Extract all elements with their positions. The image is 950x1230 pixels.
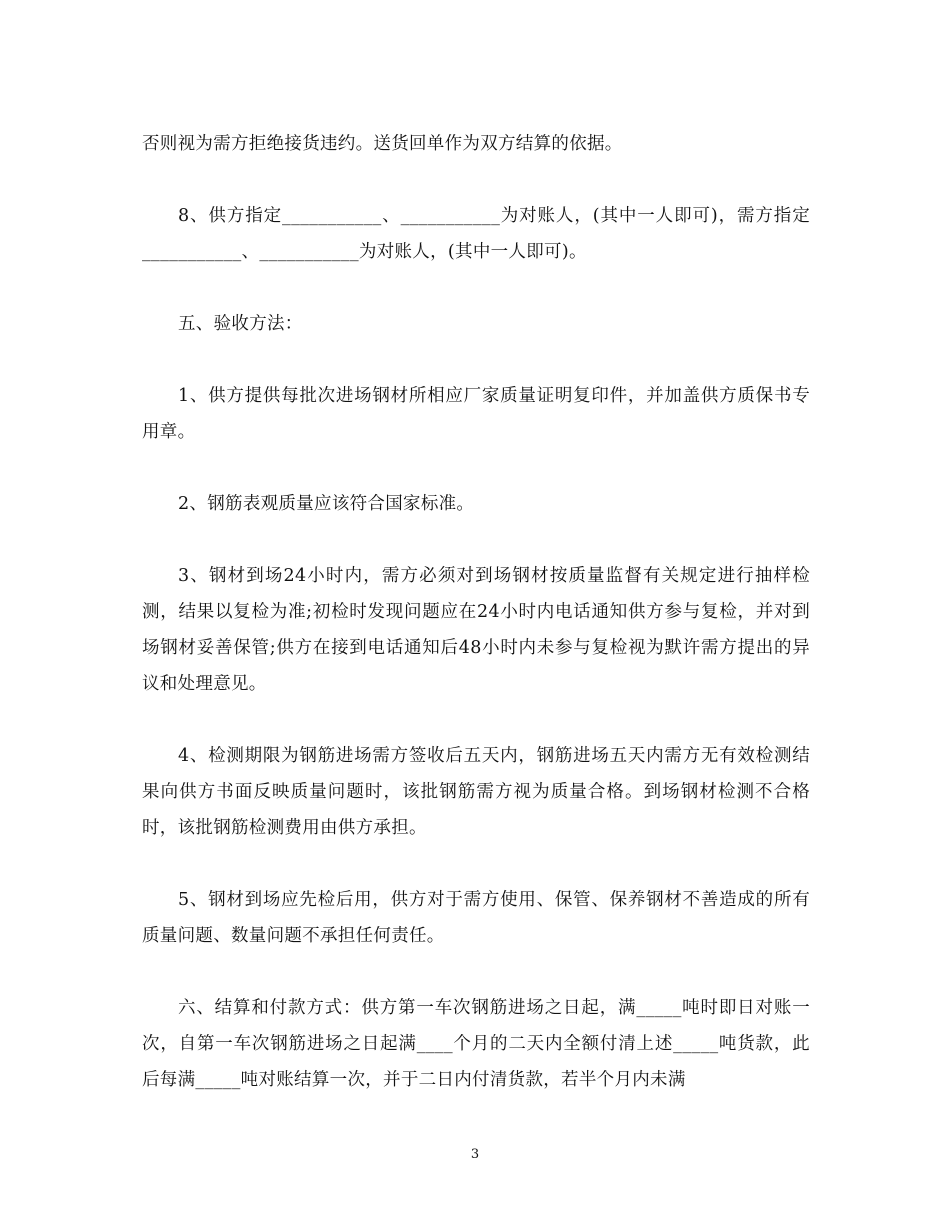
section-heading-acceptance: 五、验收方法： [178, 314, 303, 334]
paragraph-acceptance-2: 2、钢筋表观质量应该符合国家标准。 [178, 494, 475, 514]
section-settlement-payment: 六、结算和付款方式：供方第一车次钢筋进场之日起，满_____吨时即日对账一次，自第一车次钢筋进场之日起满____个月的二天内全额付清上述_____吨货款，此后每满_____吨对账结算一次，并于二日内付清货款，若半个月内未满 [142, 998, 810, 1090]
paragraph-acceptance-4: 4、检测期限为钢筋进场需方签收后五天内，钢筋进场五天内需方无有效检测结果向供方书面反映质量问题时，该批钢筋需方视为质量合格。到场钢材检测不合格时，该批钢筋检测费用由供方承担。 [142, 746, 810, 838]
paragraph-acceptance-5: 5、钢材到场应先检后用，供方对于需方使用、保管、保养钢材不善造成的所有质量问题、数量问题不承担任何责任。 [142, 890, 810, 946]
paragraph-continuation: 否则视为需方拒绝接货违约。送货回单作为双方结算的依据。 [142, 134, 623, 154]
document-body [142, 126, 810, 1134]
paragraph-acceptance-3: 3、钢材到场24小时内，需方必须对到场钢材按质量监督有关规定进行抽样检测，结果以复检为准;初检时发现问题应在24小时内电话通知供方参与复检，并对到场钢材妥善保管;供方在接到电话通知后48小时内未参与复检视为默许需方提出的异议和处理意见。 [142, 566, 810, 694]
page-number: 3 [470, 1147, 480, 1162]
paragraph-clause-8: 8、供方指定___________、___________为对账人，(其中一人即可)，需方指定___________、___________为对账人，(其中一人即可)。 [142, 206, 810, 262]
paragraph-acceptance-1: 1、供方提供每批次进场钢材所相应厂家质量证明复印件，并加盖供方质保书专用章。 [142, 386, 810, 442]
